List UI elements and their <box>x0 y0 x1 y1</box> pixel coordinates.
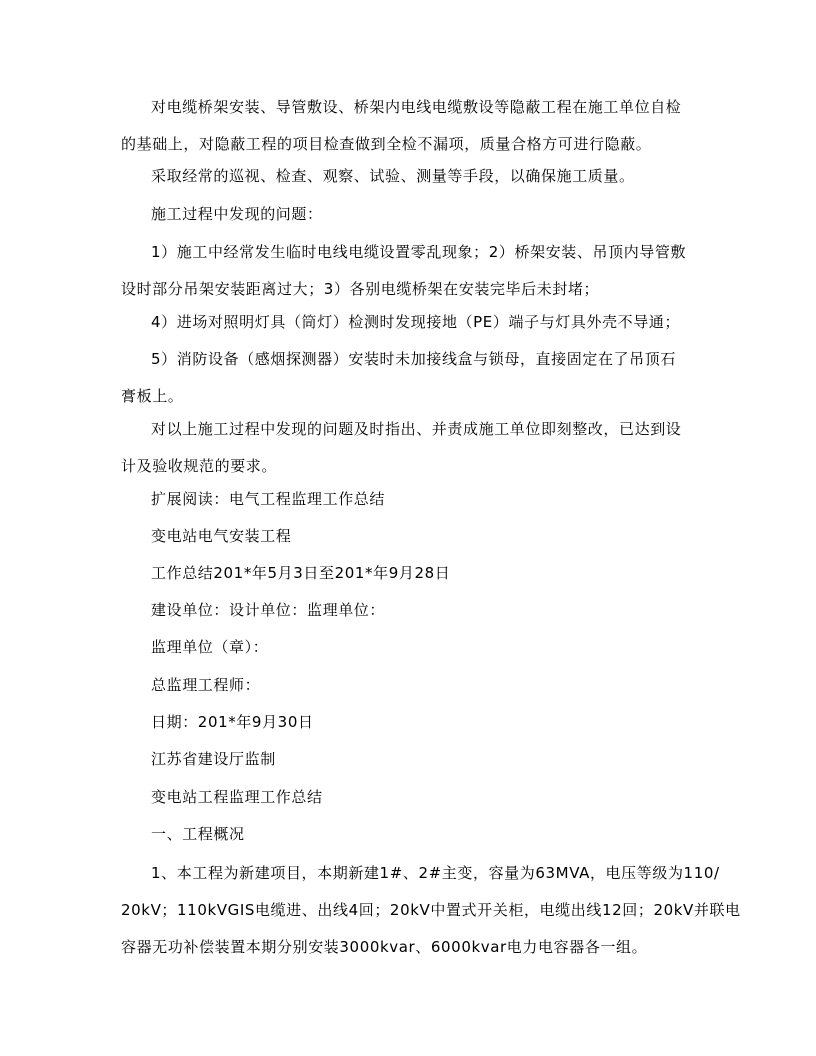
text-line: 变电站电气安装工程 <box>151 527 292 545</box>
paragraph <box>121 89 701 163</box>
paragraph <box>121 481 701 518</box>
paragraph <box>121 196 701 233</box>
text-line: 膏板上。 <box>121 387 184 405</box>
text-line: 日期：201*年9月30日 <box>151 713 314 731</box>
text-line: 容器无功补偿装置本期分别安装3000kvar、6000kvar电力电容器各一组。 <box>121 938 648 956</box>
text-line: 建设单位：设计单位：监理单位： <box>151 601 386 619</box>
text-line: 监理单位（章）： <box>151 638 269 656</box>
text-line: 施工过程中发现的问题： <box>151 205 323 223</box>
paragraph <box>121 555 701 592</box>
text-line: 扩展阅读：电气工程监理工作总结 <box>151 490 386 508</box>
paragraph <box>121 411 701 485</box>
text-line: 1、本工程为新建项目，本期新建1#、2#主变，容量为63MVA，电压等级为110/ <box>151 864 720 882</box>
paragraph <box>121 234 701 308</box>
paragraph <box>121 592 701 629</box>
text-line: 的基础上，对隐蔽工程的项目检查做到全检不漏项，质量合格方可进行隐蔽。 <box>121 135 652 153</box>
text-line: 一、工程概况 <box>151 825 245 843</box>
text-line: 江苏省建设厅监制 <box>151 750 276 768</box>
paragraph <box>121 304 701 341</box>
text-line: 设时部分吊架安装距离过大；3）各别电缆桥架在安装完毕后未封堵； <box>121 280 600 298</box>
paragraph <box>121 341 701 415</box>
text-line: 1）施工中经常发生临时电线电缆设置零乱现象；2）桥架安装、吊顶内导管敷 <box>151 243 687 261</box>
paragraph <box>121 779 701 816</box>
paragraph <box>121 855 741 966</box>
text-line: 工作总结201*年5月3日至201*年9月28日 <box>151 564 451 582</box>
text-line: 对以上施工过程中发现的问题及时指出、并责成施工单位即刻整改，已达到设 <box>151 420 682 438</box>
text-line: 变电站工程监理工作总结 <box>151 788 323 806</box>
text-line: 对电缆桥架安装、导管敷设、桥架内电线电缆敷设等隐蔽工程在施工单位自检 <box>151 98 682 116</box>
paragraph <box>121 629 701 666</box>
text-line: 20kV；110kVGIS电缆进、出线4回；20kV中置式开关柜，电缆出线12回；20kV并联电 <box>121 901 741 919</box>
text-line: 计及验收规范的要求。 <box>121 457 278 475</box>
paragraph <box>121 816 701 853</box>
paragraph <box>121 741 701 778</box>
text-line: 采取经常的巡视、检查、观察、试验、测量等手段，以确保施工质量。 <box>151 167 635 185</box>
text-line: 4）进场对照明灯具（筒灯）检测时发现接地（PE）端子与灯具外壳不导通； <box>151 313 681 331</box>
text-line: 5）消防设备（感烟探测器）安装时未加接线盒与锁母，直接固定在了吊顶石 <box>151 350 676 368</box>
paragraph <box>121 704 701 741</box>
paragraph <box>121 518 701 555</box>
paragraph <box>121 667 701 704</box>
text-line: 总监理工程师： <box>151 676 261 694</box>
paragraph <box>121 158 701 195</box>
